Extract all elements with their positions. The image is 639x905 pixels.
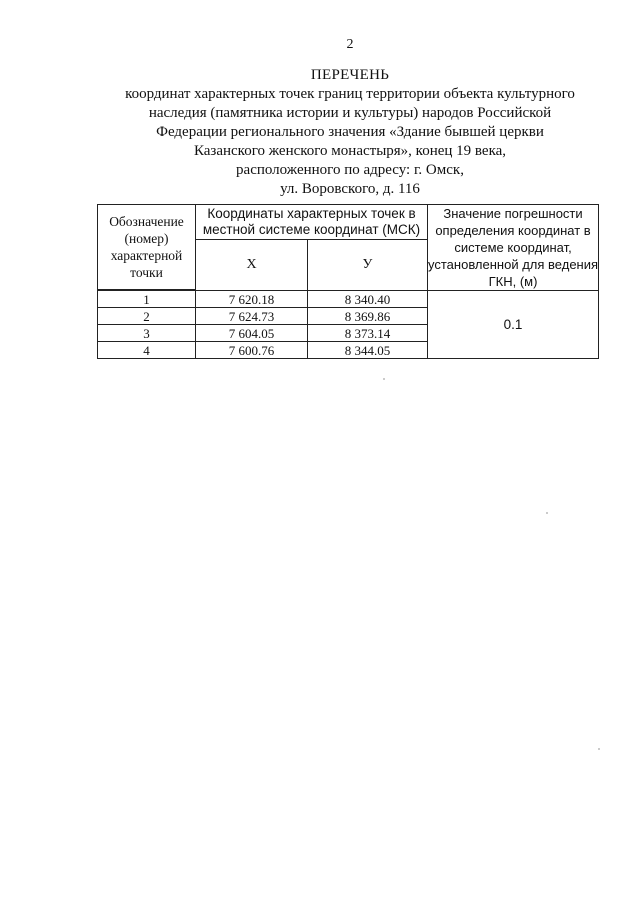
x-coordinate-cell: 7 624.73 bbox=[196, 308, 308, 325]
heading-line: расположенного по адресу: г. Омск, bbox=[236, 162, 464, 178]
x-coordinate-cell: 7 620.18 bbox=[196, 291, 308, 308]
heading-line: Казанского женского монастыря», конец 19 века, bbox=[193, 143, 507, 159]
x-coordinate-cell: 7 600.76 bbox=[196, 342, 308, 359]
header-point-designation: Обозначение (номер) характерной точки bbox=[98, 205, 196, 290]
scan-speck bbox=[546, 512, 548, 514]
header-coordinates: Координаты характерных точек в местной системе координат (МСК) bbox=[196, 205, 428, 240]
scan-speck bbox=[598, 748, 600, 750]
table-row bbox=[98, 291, 599, 308]
y-coordinate-cell: 8 373.14 bbox=[308, 325, 428, 342]
header-x: Х bbox=[196, 240, 308, 291]
header-y: У bbox=[308, 240, 428, 291]
x-coordinate-cell: 7 604.05 bbox=[196, 325, 308, 342]
scan-speck bbox=[383, 378, 385, 380]
point-number-cell: 3 bbox=[98, 325, 196, 342]
heading-line: наследия (памятника истории и культуры) народов Российской bbox=[148, 105, 552, 121]
coordinates-table bbox=[97, 204, 599, 359]
error-value-cell: 0.1 bbox=[428, 291, 599, 359]
point-number-cell: 1 bbox=[98, 291, 196, 308]
document-heading bbox=[0, 66, 639, 199]
document-title: ПЕРЕЧЕНЬ bbox=[310, 67, 390, 83]
y-coordinate-cell: 8 340.40 bbox=[308, 291, 428, 308]
y-coordinate-cell: 8 344.05 bbox=[308, 342, 428, 359]
table-header-row bbox=[98, 205, 599, 240]
heading-line: Федерации регионального значения «Здание бывшей церкви bbox=[156, 124, 544, 140]
y-coordinate-cell: 8 369.86 bbox=[308, 308, 428, 325]
heading-line: ул. Воровского, д. 116 bbox=[280, 181, 420, 197]
page-number: 2 bbox=[346, 37, 354, 52]
point-number-cell: 2 bbox=[98, 308, 196, 325]
heading-line: координат характерных точек границ территории объекта культурного bbox=[125, 86, 575, 102]
header-error: Значение погрешности определения координат в системе координат, установленной для ведения ГКН, (м) bbox=[428, 206, 599, 289]
point-number-cell: 4 bbox=[98, 342, 196, 359]
